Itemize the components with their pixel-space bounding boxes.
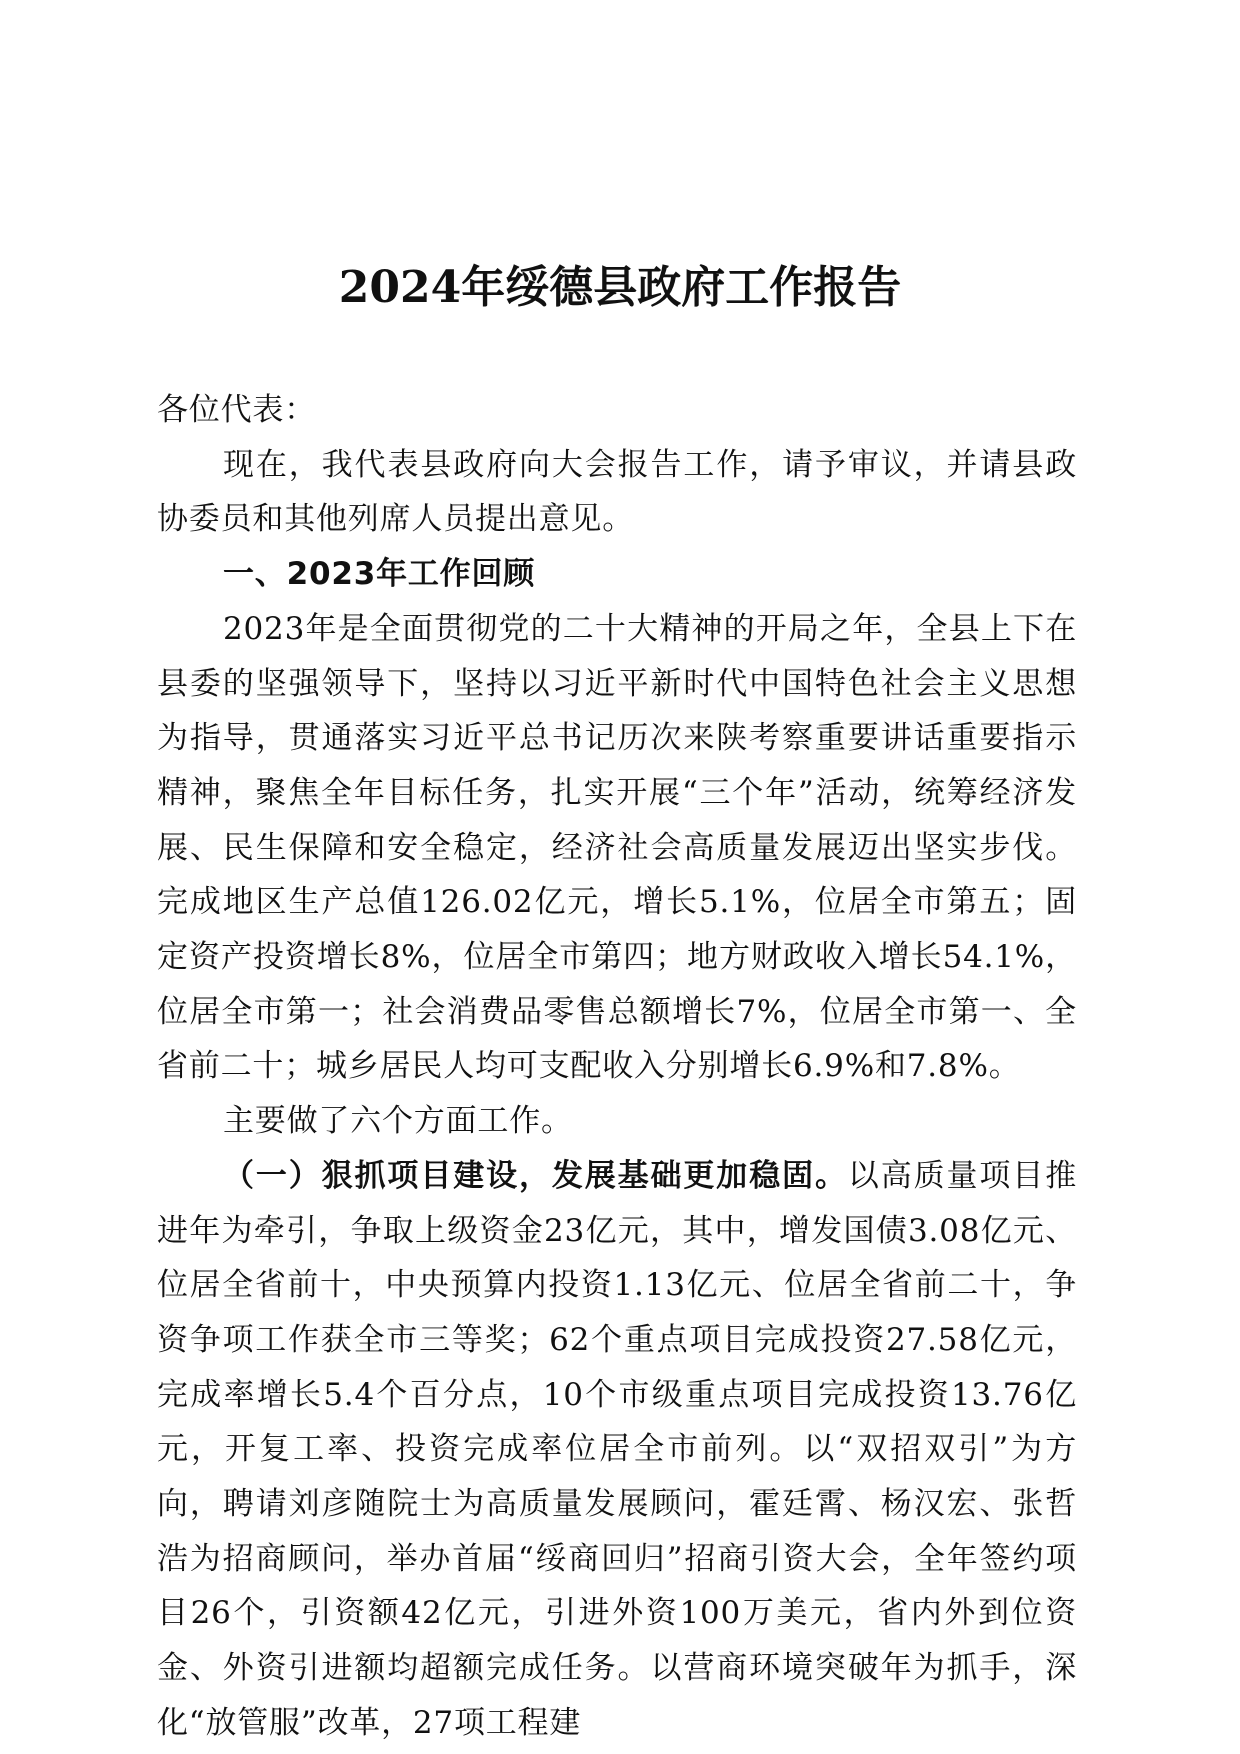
six-aspects-paragraph: 主要做了六个方面工作。 (223, 1103, 573, 1140)
document-title: 2024年绥德县政府工作报告 (338, 262, 902, 313)
item1-lead: （一）狠抓项目建设，发展基础更加稳固。 (223, 1157, 848, 1194)
section-heading: 一、2023年工作回顾 (223, 556, 536, 593)
item1-text: 以高质量项目推进年为牵引，争取上级资金23亿元，其中，增发国债3.08亿元、位居全省前十，中央预算内投资1.13亿元、位居全省前二十，争资争项工作获全市三等奖；62个重点项目完成投资27.58亿元，完成率增长5.4个百分点，10个市级重点项目完成投资13.76亿元，开复工率、投资完成率位居全市前列。以“双招双引”为方向，聘请刘彦随院士为高质量发展顾问，霍廷霄、杨汉宏、张哲浩为招商顾问，举办首届“绥商回归”招商引资大会，全年签约项目26个，引资额42亿元，引进外资100万美元，省内外到位资金、外资引进额均超额完成任务。以营商环境突破年为抓手，深化“放管服”改革，27项工程建 (157, 1157, 1077, 1741)
salutation: 各位代表： (157, 392, 316, 428)
intro-paragraph: 现在，我代表县政府向大会报告工作，请予审议，并请县政协委员和其他列席人员提出意见。 (157, 446, 1077, 538)
item1-paragraph (157, 1149, 1077, 1751)
review-paragraph: 2023年是全面贯彻党的二十大精神的开局之年，全县上下在县委的坚强领导下，坚持以习近平新时代中国特色社会主义思想为指导，贯通落实习近平总书记历次来陕考察重要讲话重要指示精神，聚焦全年目标任务，扎实开展“三个年”活动，统筹经济发展、民生保障和安全稳定，经济社会高质量发展迈出坚实步伐。完成地区生产总值126.02亿元，增长5.1%，位居全市第五；固定资产投资增长8%，位居全市第四；地方财政收入增长54.1%，位居全市第一；社会消费品零售总额增长7%，位居全市第一、全省前二十；城乡居民人均可支配收入分别增长6.9%和7.8%。 (157, 610, 1077, 1085)
document-body (157, 383, 1077, 1751)
